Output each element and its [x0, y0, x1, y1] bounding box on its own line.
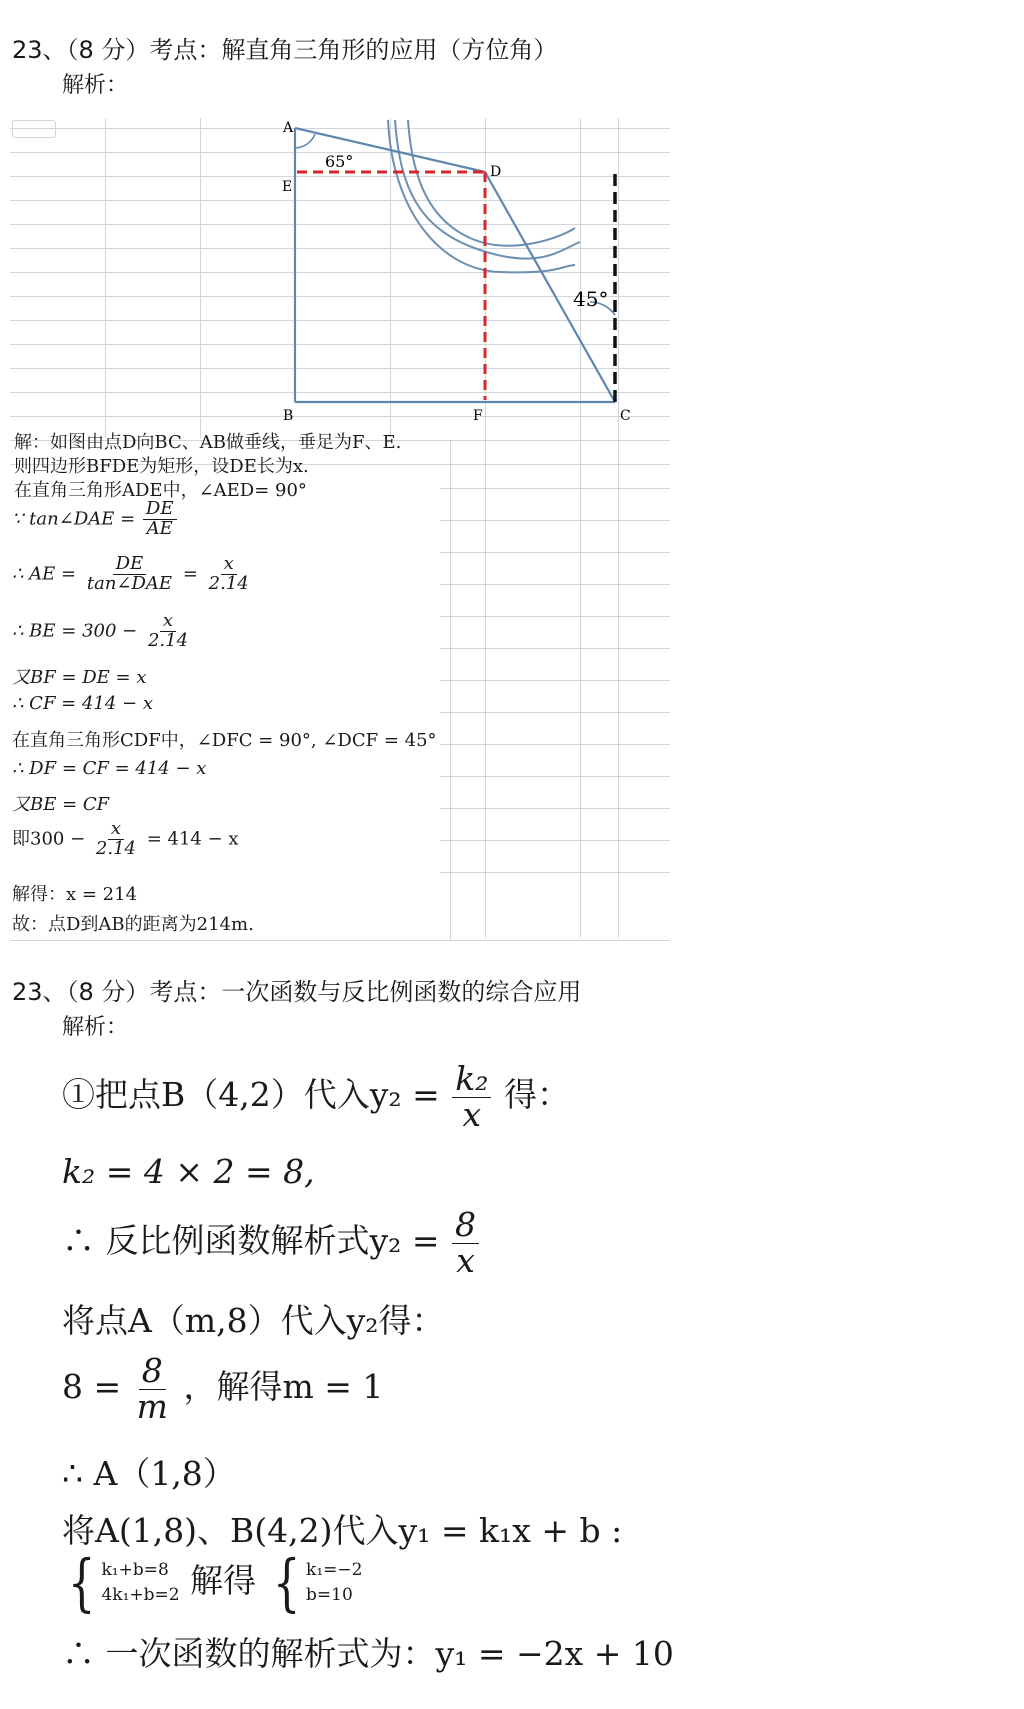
q2-system-equations: { k₁+b=8 4k₁+b=2 解得 { k₁=−2 b=10 — [67, 1546, 363, 1619]
q1-cdf: 在直角三角形CDF中，∠DFC = 90°, ∠DCF = 45° — [12, 730, 437, 751]
q1-bf: 又BF = DE = x — [12, 667, 147, 688]
label-D: D — [490, 164, 502, 180]
q1-line-1: 解：如图由点D向BC、AB做垂线，垂足为F、E. — [14, 432, 402, 453]
q2-line-3: ∴ 反比例函数解析式y₂ = $\frac{8}{x}$ — [62, 1208, 481, 1278]
q2-line-6: ∴ A（1,8） — [62, 1454, 236, 1493]
q2-line-2: k₂ = 4 × 2 = 8, — [62, 1152, 315, 1191]
q1-tan-equation: ∵ tan∠DAE = $\frac{DE}{AE}$ — [12, 500, 179, 539]
q1-ji-equation: 即300 − $\frac{x}{2.14}$ = 414 − x — [12, 818, 239, 859]
q1-conclusion: 故：点D到AB的距离为214m. — [12, 914, 254, 935]
q2-heading: 23、（8 分）考点：一次函数与反比例函数的综合应用 — [12, 978, 582, 1006]
q1-df: ∴ DF = CF = 414 − x — [12, 758, 207, 779]
q2-line-7: 将A(1,8)、B(4,2)代入y₁ = k₁x + b : — [62, 1511, 623, 1550]
label-F: F — [473, 408, 483, 424]
q2-final-answer: ∴ 一次函数的解析式为：y₁ = −2x + 10 — [62, 1634, 674, 1673]
label-B: B — [283, 408, 294, 424]
q1-be-cf: 又BE = CF — [12, 794, 110, 815]
angle-arc-65 — [295, 134, 315, 148]
q1-analysis-label: 解析： — [62, 73, 129, 98]
q1-solution-x: 解得：x = 214 — [12, 884, 138, 905]
q1-ae-equation: ∴ AE = $\frac{DE}{\text{tan∠DAE}}$ = $\frac{x}{2.14}$ — [12, 553, 249, 594]
q2-line-4: 将点A（m,8）代入y₂得： — [62, 1301, 445, 1340]
angle-65-label: 65° — [325, 152, 354, 171]
q1-line-3: 在直角三角形ADE中，∠AED= 90° — [14, 480, 307, 501]
label-A: A — [283, 120, 294, 136]
label-C: C — [620, 408, 631, 424]
geometry-figure — [0, 110, 680, 440]
label-E: E — [282, 179, 293, 195]
q1-cf: ∴ CF = 414 − x — [12, 693, 153, 714]
q1-line-2: 则四边形BFDE为矩形，设DE长为x. — [14, 456, 309, 477]
q1-be-equation: ∴ BE = 300 − $\frac{x}{2.14}$ — [12, 610, 189, 651]
q2-line-5: 8 = $\frac{8}{m}$ ，解得m = 1 — [62, 1351, 384, 1426]
q2-line-1: ①把点B（4,2）代入y₂ = $\frac{\text{k₂}}{x}$ 得： — [62, 1059, 570, 1134]
angle-45-label: 45° — [573, 287, 609, 311]
q1-heading: 23、（8 分）考点：解直角三角形的应用（方位角） — [12, 36, 558, 64]
q2-analysis-label: 解析： — [62, 1015, 129, 1040]
